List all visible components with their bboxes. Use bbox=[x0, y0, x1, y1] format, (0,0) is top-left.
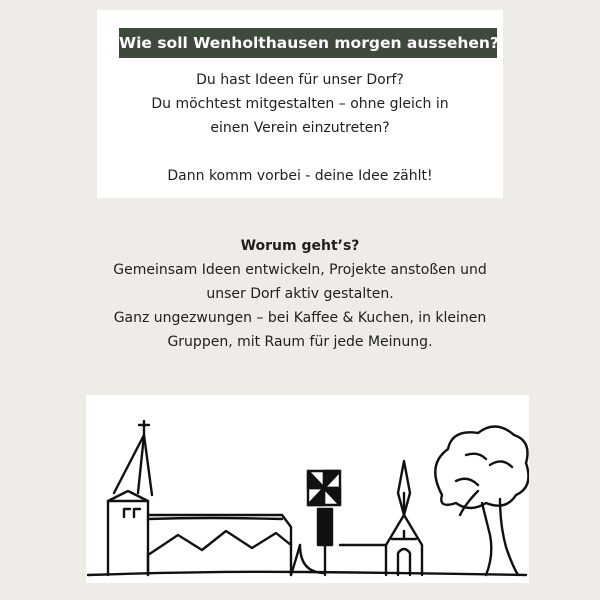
ground-line bbox=[88, 572, 526, 575]
section-line: Ganz ungezwungen – bei Kaffee & Kuchen, in kleinen bbox=[113, 310, 487, 326]
intro-line: Du hast Ideen für unser Dorf? bbox=[196, 72, 404, 88]
intro-card bbox=[97, 10, 503, 198]
church-icon bbox=[108, 421, 291, 575]
about-section bbox=[60, 234, 540, 354]
village-skyline-drawing bbox=[86, 395, 529, 583]
section-line: unser Dorf aktiv gestalten. bbox=[206, 286, 394, 302]
intro-line: Du möchtest mitgestalten – ohne gleich in bbox=[151, 96, 449, 112]
chapel-icon bbox=[386, 461, 422, 575]
call-to-action: Dann komm vorbei - deine Idee zählt! bbox=[167, 168, 433, 184]
village-skyline-illustration bbox=[86, 395, 529, 583]
intro-text bbox=[97, 68, 503, 188]
section-heading: Worum geht’s? bbox=[240, 238, 360, 254]
section-line: Gemeinsam Ideen entwickeln, Projekte anstoßen und bbox=[113, 262, 487, 278]
pinwheel-sign-icon bbox=[300, 471, 340, 575]
intro-line: einen Verein einzutreten? bbox=[210, 120, 390, 136]
section-line: Gruppen, mit Raum für jede Meinung. bbox=[167, 334, 433, 350]
headline-banner: Wie soll Wenholthausen morgen aussehen? bbox=[119, 28, 497, 58]
hill-line bbox=[291, 545, 386, 575]
tree-icon bbox=[435, 426, 528, 575]
